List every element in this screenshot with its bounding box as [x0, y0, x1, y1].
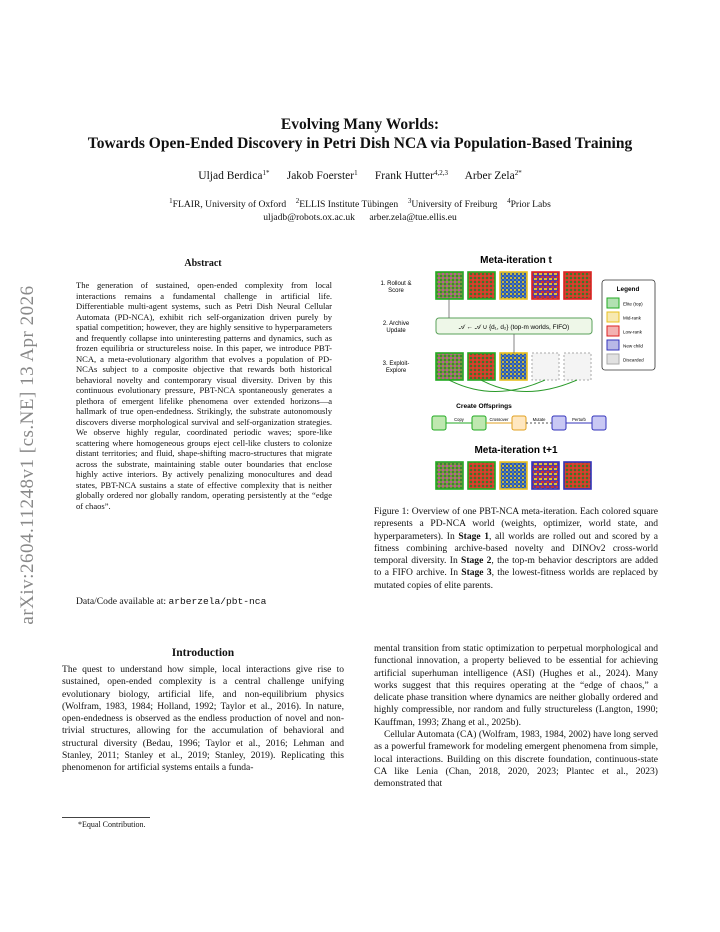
stage-label: 1. Rollout & Score — [380, 281, 412, 294]
legend-label: Low-rank — [623, 329, 642, 335]
data-code-line: Data/Code available at: arberzela/pbt-nca — [76, 596, 267, 607]
offspring-pipeline — [432, 416, 606, 430]
legend-swatch — [607, 354, 619, 364]
stage-label: 2. Archive Update — [382, 321, 410, 334]
legend-swatch — [607, 340, 619, 350]
stage-label: 3. Exploit-Explore — [382, 361, 410, 374]
affiliations: $^1$FLAIR, University of Oxford $^2$ELLIS Institute Tübingen $^3$University of Freiburg $^4$Prior Labs — [169, 197, 551, 210]
introduction-left-column: The quest to understand how simple, local interactions give rise to sustained, open-ended complexity is a central challenge unifying evolutionary biology, artificial life, and non-equilibrium physics (Wolfram, 1983, 1984; Holland, 1992; Taylor et al., 2016). In nature, open-endedness is observed as the endless production of novel and non-trivial structures, allowing for the accumulation of behavioral and structural diversity (Bedau, 1996; Taylor et al., 2016; Lehman and Stanley, 2011; Stanley et al., 2019; Stanley, 2019). Replicating this phenomenon for artificial systems entails a funda- — [62, 664, 344, 774]
arxiv-side-stamp: arXiv:2604.11248v1 [cs.NE] 13 Apr 2026 — [17, 285, 38, 625]
world-square — [436, 353, 463, 380]
world-square — [532, 272, 559, 299]
footnote-rule — [62, 817, 150, 818]
pipeline-node — [432, 416, 446, 430]
world-square — [564, 272, 591, 299]
abstract-heading: Abstract — [184, 258, 222, 269]
pipeline-node — [592, 416, 606, 430]
figure-1-caption: Figure 1: Overview of one PBT-NCA meta-iteration. Each colored square represents a PD-NCA world (weights, optimizer, world state, and hyperparameters). In Stage 1, all worlds are rolled out and scored by a fitness combining archive-based novelty and DINOv2 cross-world temporal diversity. In Stage 2, the top-m behavior descriptors are added to a FIFO archive. In Stage 3, the lowest-fitness worlds are replaced by mutated copies of elite parents. — [374, 506, 658, 591]
author: Frank Hutter$^{4,2,3}$ — [374, 169, 448, 182]
legend-label: Discarded — [623, 357, 644, 363]
introduction-heading: Introduction — [171, 647, 235, 659]
rollout-row — [436, 272, 591, 299]
author-list — [0, 170, 720, 182]
pipeline-node — [512, 416, 526, 430]
world-square — [468, 353, 495, 380]
pipeline-node — [472, 416, 486, 430]
introduction-right-column — [374, 643, 658, 791]
legend-title: Legend — [616, 286, 640, 293]
op-label: Copy — [454, 417, 464, 422]
world-square — [500, 353, 527, 380]
footnote: *Equal Contribution. — [78, 820, 146, 829]
paragraph: mental transition from static optimization to perpetual morphological and functional innovation, a property believed to be essential for achieving artificial superhuman intelligence (ASI) (Hughes et al., 2024). Many works suggest that this requires operating at the “edge of chaos,” a delicate phase transition where dynamics are neither globally ordered and highly compressible, nor random and fully structureless (Langton, 1990; Kauffman, 1993; Zhang et al., 2025b). — [374, 643, 658, 728]
meta-iteration-title: Meta-iteration t — [480, 255, 552, 266]
legend-swatch — [607, 298, 619, 308]
paper-title-line-2: Towards Open-Ended Discovery in Petri Dish NCA via Population-Based Training — [87, 135, 633, 152]
world-square-discarded — [532, 353, 559, 380]
paper-title-line-1: Evolving Many Worlds: — [280, 116, 440, 133]
legend-swatch — [607, 312, 619, 322]
pipeline-node — [552, 416, 566, 430]
world-square — [500, 462, 527, 489]
legend-label: Mid-rank — [623, 315, 641, 321]
world-square — [468, 272, 495, 299]
world-square — [436, 272, 463, 299]
copy-arrow — [449, 380, 545, 392]
figure-1 — [374, 253, 658, 501]
legend-swatch — [607, 326, 619, 336]
legend-label: New child — [623, 343, 643, 349]
world-square — [564, 462, 591, 489]
world-square — [436, 462, 463, 489]
next-generation-row — [436, 462, 591, 489]
figure-1-diagram — [374, 253, 658, 501]
meta-iteration-next-title: Meta-iteration t+1 — [474, 445, 558, 456]
exploit-row — [436, 353, 591, 380]
legend-label: Elite (top) — [623, 301, 643, 307]
world-square — [468, 462, 495, 489]
abstract-body: The generation of sustained, open-ended complexity from local interactions remains a fundamental challenge in artificial life. Differentiable multi-agent systems, such as Petri Dish Neural Cellular Automata (PD-NCA), exhibit rich self-organization driven purely by spatial competition; however, they are highly sensitive to hyperparameters and frequently collapse into uninteresting patterns and dynamics, such as frozen equilibria or structureless noise. In this paper, we introduce PBT-NCA, a meta-evolutionary algorithm that evolves a population of PD-NCAs subject to a composite objective that rewards both historical behavioral novelty and contemporary visual diversity. Driven by this continuous evolutionary pressure, PBT-NCA spontaneously generates a plethora of emergent lifelike phenomena over extended horizons—a hallmark of true open-endedness. Strikingly, the substrate autonomously discovers diverse morphological survival and self-organization strategies. We observe highly regular, coordinated periodic waves; spore-like scattering where homogeneous groups eject cell-like clusters to colonize distant territories; and fluid, shape-shifting macro-structures that migrate across the substrate, maintaining stable outer boundaries that enclose highly active interiors. By actively penalizing monocultures and dead states, PBT-NCA sustains a state of effective complexity that is neither globally ordered nor globally random, operating persistently at the “edge of chaos”. — [76, 280, 332, 511]
world-square — [500, 272, 527, 299]
repo-link[interactable]: arberzela/pbt-nca — [168, 596, 267, 607]
op-label: Crossover — [489, 417, 509, 422]
world-square-discarded — [564, 353, 591, 380]
world-square — [532, 462, 559, 489]
offspring-title: Create Offsprings — [456, 403, 512, 410]
author: Uljad Berdica$^{1*}$ — [198, 169, 270, 182]
paragraph: Cellular Automata (CA) (Wolfram, 1983, 1984, 2002) have long served as a powerful framework for modeling emergent phenomena from simple, local interactions. Building on this discrete foundation, continuous-state CA like Lenia (Chan, 2018, 2020, 2023; Plantec et al., 2023) demonstrated that — [374, 729, 658, 790]
author-emails: uljadb@robots.ox.ac.uk arber.zela@tue.ellis.eu — [263, 212, 457, 223]
legend — [602, 280, 655, 370]
archive-formula: 𝒜 ← 𝒜 ∪ {d₁, d₂} (top-m worlds, FIFO) — [458, 324, 570, 331]
op-label: Perturb — [572, 417, 586, 422]
author: Jakob Foerster$^1$ — [286, 169, 358, 182]
op-label: Mutate — [532, 417, 546, 422]
author: Arber Zela$^{2*}$ — [464, 169, 522, 182]
